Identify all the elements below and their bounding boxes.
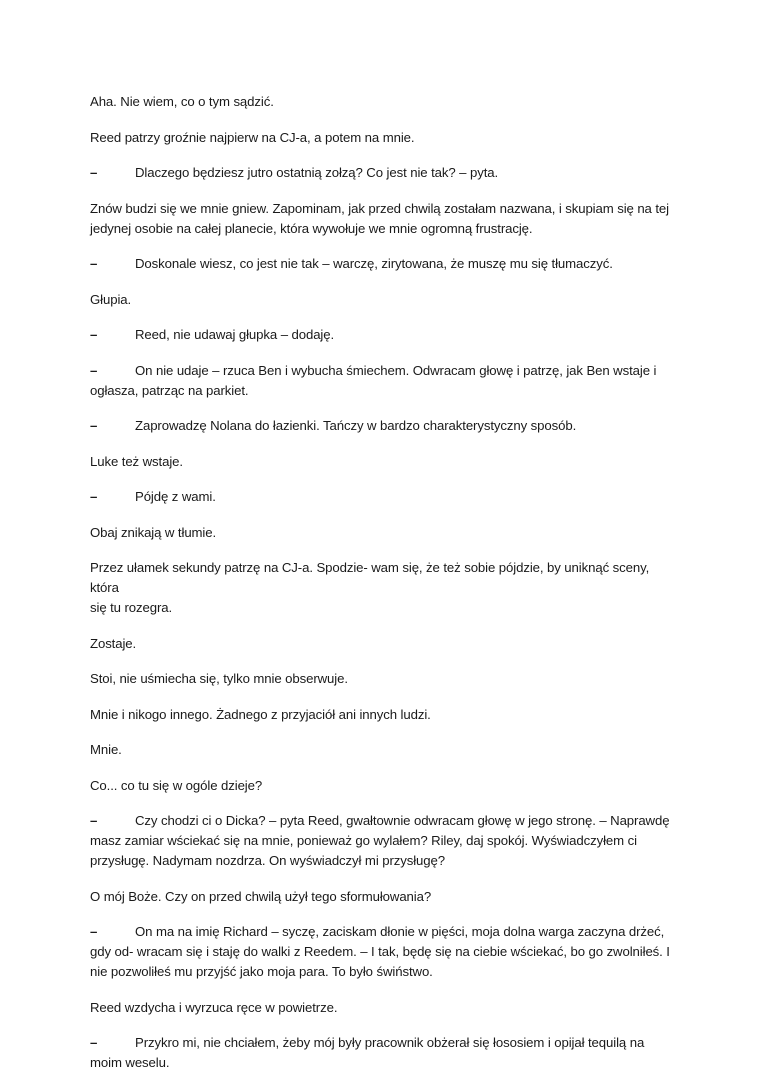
text-line: ogłasza, patrząc na parkiet.	[90, 382, 249, 398]
dialogue-dash: –	[90, 924, 98, 939]
dialogue-text	[90, 361, 670, 401]
paragraph	[90, 523, 670, 543]
paragraph	[90, 92, 670, 112]
dialogue-dash: –	[90, 362, 98, 378]
dialogue-dash: –	[90, 813, 98, 828]
dialogue-line	[90, 922, 670, 982]
text-line: Przykro mi, nie chciałem, żeby mój były pracownik obżerał się łososiem i opijał tequilą na	[135, 1035, 645, 1050]
text-line: przysługę. Nadymam nozdrza. On wyświadczył mi przysługę?	[90, 853, 445, 868]
dialogue-text	[90, 811, 670, 871]
dialogue-dash: –	[90, 418, 98, 433]
dialogue-dash: –	[90, 327, 98, 342]
text-line: Przez ułamek sekundy patrzę na CJ-a. Spodzie- wam się, że też sobie pójdzie, by uniknąć sceny, która	[90, 560, 650, 595]
dialogue-line	[90, 254, 670, 274]
paragraph	[90, 776, 670, 796]
dialogue-text	[135, 416, 670, 436]
text-line: O mój Boże. Czy on przed chwilą użył tego sformułowania?	[90, 888, 432, 904]
text-line: Zostaje.	[90, 635, 137, 651]
text-line: Dlaczego będziesz jutro ostatnią zołzą? Co jest nie tak? – pyta.	[135, 165, 499, 180]
text-line: Aha. Nie wiem, co o tym sądzić.	[90, 94, 274, 109]
text-line: Znów budzi się we mnie gniew. Zapominam, jak przed chwilą zostałam nazwana, i skupiam się na tej	[90, 200, 669, 216]
paragraph	[90, 128, 670, 148]
dialogue-text	[135, 163, 670, 183]
dialogue-text	[90, 1033, 670, 1073]
text-line: Stoi, nie uśmiecha się, tylko mnie obserwuje.	[90, 671, 348, 686]
dialogue-text	[135, 254, 670, 274]
paragraph	[90, 998, 670, 1018]
paragraph	[90, 887, 670, 907]
paragraph	[90, 634, 670, 654]
text-line: Reed wzdycha i wyrzuca ręce w powietrze.	[90, 999, 338, 1015]
dialogue-dash: –	[90, 165, 98, 180]
dialogue-text	[90, 922, 670, 982]
dialogue-line	[90, 325, 670, 345]
paragraph	[90, 705, 670, 725]
dialogue-text	[135, 325, 670, 345]
text-line: Czy chodzi ci o Dicka? – pyta Reed, gwałtownie odwracam głowę w jego stronę. – Naprawdę	[135, 813, 670, 828]
dialogue-line	[90, 1033, 670, 1073]
text-line: masz zamiar wściekać się na mnie, ponieważ go wylałem? Riley, daj spokój. Wyświadczyłem ci	[90, 833, 637, 848]
text-line: Mnie i nikogo innego. Żadnego z przyjaciół ani innych ludzi.	[90, 706, 431, 722]
text-line: Pójdę z wami.	[135, 489, 216, 504]
dialogue-text	[135, 487, 670, 507]
text-line: gdy od- wracam się i staję do walki z Reedem. – I tak, będę się na ciebie wściekać, bo go zwolniłeś. I	[90, 944, 670, 959]
paragraph	[90, 669, 670, 689]
paragraph	[90, 740, 670, 760]
text-line: Doskonale wiesz, co jest nie tak – warczę, zirytowana, że muszę mu się tłumaczyć.	[135, 256, 613, 271]
dialogue-line	[90, 416, 670, 436]
dialogue-dash: –	[90, 1035, 98, 1050]
text-line: Reed patrzy groźnie najpierw na CJ-a, a potem na mnie.	[90, 129, 415, 145]
text-line: Mnie.	[90, 742, 122, 757]
text-line: Luke też wstaje.	[90, 453, 183, 469]
text-line: Obaj znikają w tłumie.	[90, 524, 217, 540]
dialogue-line	[90, 487, 670, 507]
dialogue-line	[90, 361, 670, 401]
text-line: On ma na imię Richard – syczę, zaciskam dłonie w pięści, moja dolna warga zaczyna drżeć,	[135, 924, 665, 939]
text-line: Głupia.	[90, 291, 132, 307]
text-line: On nie udaje – rzuca Ben i wybucha śmiechem. Odwracam głowę i patrzę, jak Ben wstaje i	[135, 362, 657, 378]
paragraph	[90, 290, 670, 310]
text-line: się tu rozegra.	[90, 600, 173, 615]
paragraph	[90, 452, 670, 472]
dialogue-dash: –	[90, 489, 98, 504]
text-line: moim weselu.	[90, 1055, 170, 1070]
document-body	[90, 92, 670, 1089]
paragraph	[90, 558, 670, 618]
dialogue-line	[90, 163, 670, 183]
dialogue-dash: –	[90, 256, 98, 271]
text-line: jedynej osobie na całej planecie, która wywołuje we mnie ogromną frustrację.	[90, 220, 533, 236]
text-line: Co... co tu się w ogóle dzieje?	[90, 777, 263, 793]
paragraph	[90, 199, 670, 239]
text-line: nie pozwoliłeś mu przyjść jako moja para. To było świństwo.	[90, 964, 433, 979]
dialogue-line	[90, 811, 670, 871]
text-line: Zaprowadzę Nolana do łazienki. Tańczy w bardzo charakterystyczny sposób.	[135, 418, 577, 433]
text-line: Reed, nie udawaj głupka – dodaję.	[135, 327, 335, 342]
